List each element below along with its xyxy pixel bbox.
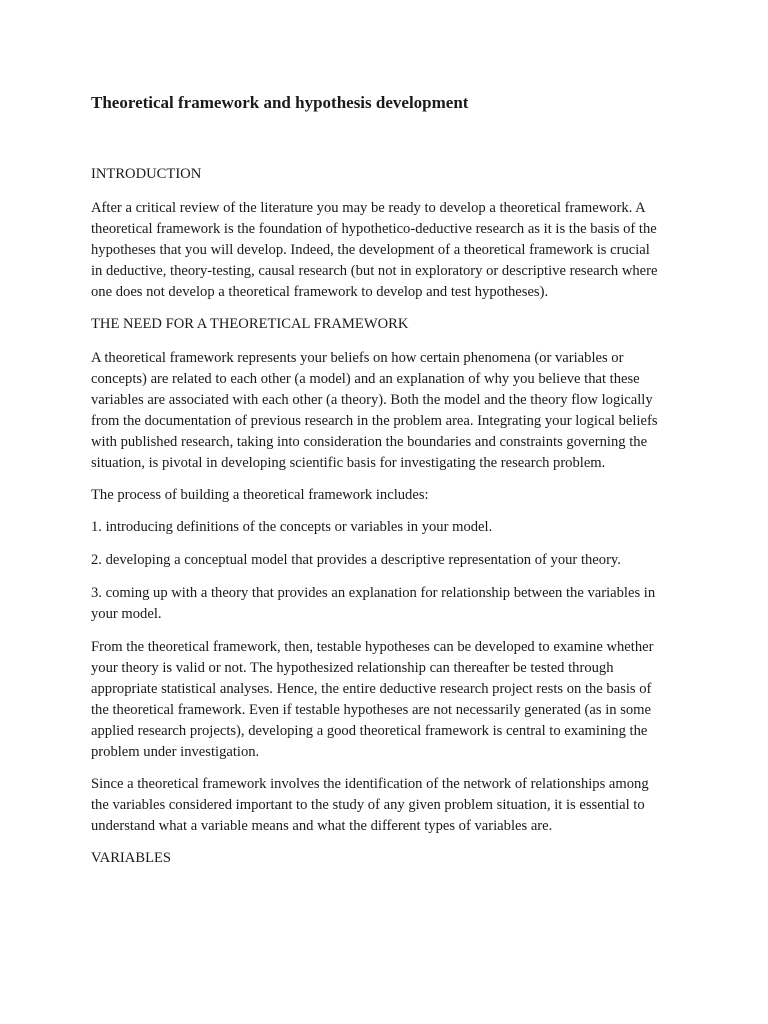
paragraph-process-intro: The process of building a theoretical framework includes: xyxy=(91,487,429,503)
paragraph-line: from the documentation of previous research in the problem area. Integrating your logical beliefs xyxy=(91,412,658,429)
paragraph-line: applied research projects), developing a good theoretical framework is central to examining the xyxy=(91,722,648,739)
paragraph-line: A theoretical framework represents your beliefs on how certain phenomena (or variables or xyxy=(91,350,624,366)
list-item-step-2: 2. developing a conceptual model that provides a descriptive representation of your theory. xyxy=(91,552,621,568)
paragraph-line: in deductive, theory-testing, causal research (but not in exploratory or descriptive research where xyxy=(91,262,658,279)
paragraph-line: After a critical review of the literature you may be ready to develop a theoretical framework. A xyxy=(91,200,646,216)
document-title: Theoretical framework and hypothesis development xyxy=(91,93,469,112)
paragraph-line: variables are associated with each other (a theory). Both the model and the theory flow logically xyxy=(91,391,653,408)
list-item-step-3 xyxy=(91,583,679,625)
paragraph-line: the theoretical framework. Even if testable hypotheses are not necessarily generated (as in some xyxy=(91,701,652,718)
paragraph-introduction xyxy=(91,198,679,303)
paragraph-line: understand what a variable means and what the different types of variables are. xyxy=(91,817,553,834)
list-item-step-1: 1. introducing definitions of the concepts or variables in your model. xyxy=(91,519,493,535)
paragraph-line: 3. coming up with a theory that provides an explanation for relationship between the variables in xyxy=(91,585,656,601)
paragraph-line: your model. xyxy=(91,605,162,622)
section-heading-need: THE NEED FOR A THEORETICAL FRAMEWORK xyxy=(91,316,409,332)
paragraph-line: the variables considered important to the study of any given problem situation, it is essential to xyxy=(91,796,645,813)
paragraph-line: Since a theoretical framework involves the identification of the network of relationships among xyxy=(91,776,649,792)
paragraph-line: one does not develop a theoretical framework to develop and test hypotheses). xyxy=(91,283,549,300)
paragraph-line: theoretical framework is the foundation of hypothetico-deductive research as it is the basis of the xyxy=(91,220,657,237)
paragraph-need xyxy=(91,348,679,473)
paragraph-line: with published research, taking into consideration the boundaries and constraints governing the xyxy=(91,433,648,450)
paragraph-line: situation, is pivotal in developing scientific basis for investigating the research problem. xyxy=(91,454,606,471)
section-heading-introduction: INTRODUCTION xyxy=(91,166,202,182)
paragraph-since-framework xyxy=(91,774,679,837)
paragraph-line: appropriate statistical analyses. Hence, the entire deductive research project rests on the basis of xyxy=(91,680,652,697)
paragraph-line: hypotheses that you will develop. Indeed, the development of a theoretical framework is crucial xyxy=(91,241,650,258)
paragraph-line: problem under investigation. xyxy=(91,743,260,760)
paragraph-line: concepts) are related to each other (a model) and an explanation of why you believe that these xyxy=(91,370,640,387)
section-heading-variables: VARIABLES xyxy=(91,850,172,866)
paragraph-line: From the theoretical framework, then, testable hypotheses can be developed to examine whether xyxy=(91,639,654,655)
paragraph-line: your theory is valid or not. The hypothesized relationship can thereafter be tested through xyxy=(91,659,614,676)
paragraph-from-framework xyxy=(91,637,679,762)
